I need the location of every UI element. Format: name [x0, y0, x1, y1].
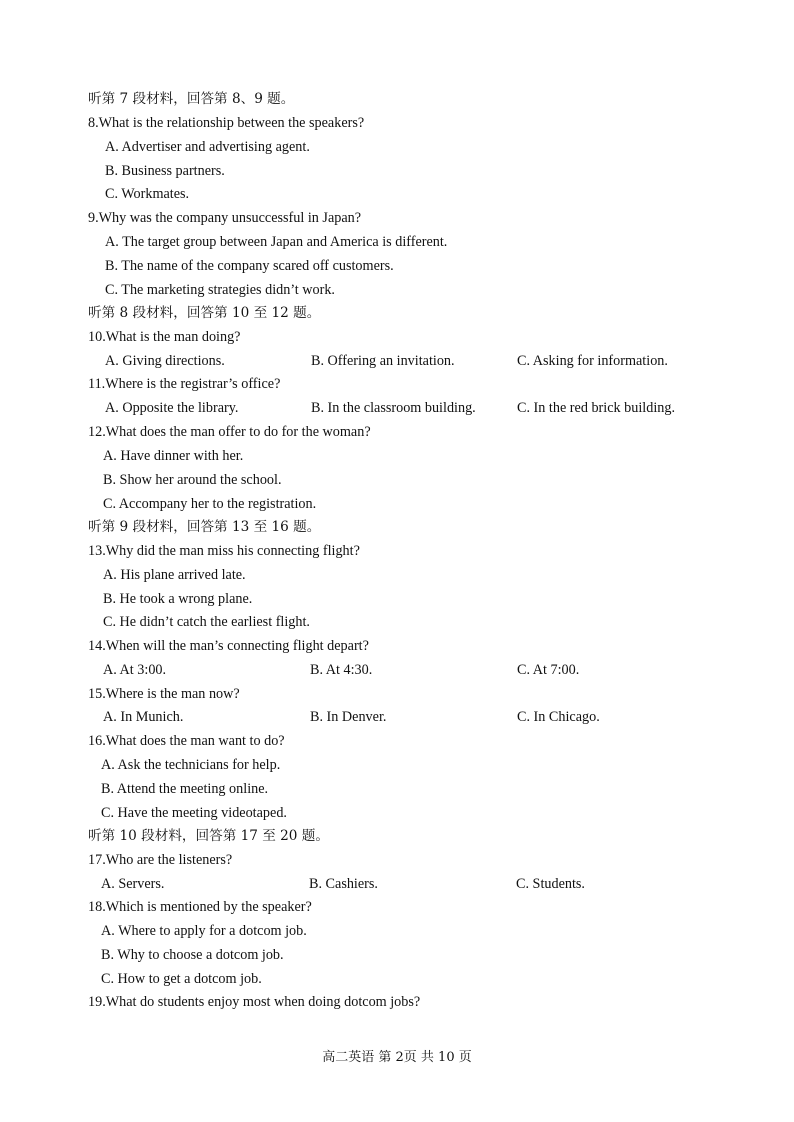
question-9-option-b: B. The name of the company scared off customers. — [105, 258, 394, 274]
question-8-option-b: B. Business partners. — [105, 163, 225, 179]
question-14-option-b: B. At 4:30. — [310, 662, 373, 678]
question-9-option-c: C. The marketing strategies didn’t work. — [105, 282, 335, 298]
question-14-option-c: C. At 7:00. — [517, 662, 580, 678]
section-10-instruction: 听第 10 段材料，回答第 17 至 20 题。 — [88, 828, 329, 844]
question-12-option-b: B. Show her around the school. — [103, 472, 282, 488]
question-11-stem: 11.Where is the registrar’s office? — [88, 376, 281, 392]
section-7-instruction: 听第 7 段材料，回答第 8、9 题。 — [88, 91, 295, 107]
question-13-stem: 13.Why did the man miss his connecting flight? — [88, 543, 360, 559]
question-15-option-c: C. In Chicago. — [517, 709, 600, 725]
question-11-option-a: A. Opposite the library. — [105, 400, 239, 416]
question-14-options — [0, 660, 794, 680]
question-17-option-b: B. Cashiers. — [309, 876, 378, 892]
question-16-option-b: B. Attend the meeting online. — [101, 781, 269, 797]
section-8-instruction: 听第 8 段材料，回答第 10 至 12 题。 — [88, 305, 321, 321]
question-17-options — [0, 874, 794, 894]
question-12-option-a: A. Have dinner with her. — [103, 448, 244, 464]
question-13-option-c: C. He didn’t catch the earliest flight. — [103, 614, 310, 630]
question-15-option-b: B. In Denver. — [310, 709, 387, 725]
question-12-stem: 12.What does the man offer to do for the woman? — [88, 424, 371, 440]
question-17-stem: 17.Who are the listeners? — [88, 852, 233, 868]
question-10-option-a: A. Giving directions. — [105, 353, 225, 369]
question-18-option-a: A. Where to apply for a dotcom job. — [101, 923, 307, 939]
question-10-stem: 10.What is the man doing? — [88, 329, 241, 345]
question-16-stem: 16.What does the man want to do? — [88, 733, 285, 749]
question-11-option-b: B. In the classroom building. — [311, 400, 476, 416]
question-18-option-b: B. Why to choose a dotcom job. — [101, 947, 284, 963]
question-16-option-a: A. Ask the technicians for help. — [101, 757, 281, 773]
question-13-option-a: A. His plane arrived late. — [103, 567, 246, 583]
question-9-stem: 9.Why was the company unsuccessful in Japan? — [88, 210, 362, 226]
question-19-stem: 19.What do students enjoy most when doing dotcom jobs? — [88, 994, 421, 1010]
question-15-options — [0, 707, 794, 727]
question-17-option-c: C. Students. — [516, 876, 585, 892]
question-8-stem: 8.What is the relationship between the speakers? — [88, 115, 365, 131]
question-15-option-a: A. In Munich. — [103, 709, 184, 725]
question-14-stem: 14.When will the man’s connecting flight depart? — [88, 638, 369, 654]
question-14-option-a: A. At 3:00. — [103, 662, 167, 678]
question-12-option-c: C. Accompany her to the registration. — [103, 496, 317, 512]
question-11-option-c: C. In the red brick building. — [517, 400, 676, 416]
question-11-options — [0, 398, 794, 418]
section-9-instruction: 听第 9 段材料，回答第 13 至 16 题。 — [88, 519, 321, 535]
page-footer: 高二英语 第 2页 共 10 页 — [322, 1050, 472, 1065]
question-13-option-b: B. He took a wrong plane. — [103, 591, 253, 607]
question-16-option-c: C. Have the meeting videotaped. — [101, 805, 287, 821]
question-18-option-c: C. How to get a dotcom job. — [101, 971, 262, 987]
question-10-option-b: B. Offering an invitation. — [311, 353, 455, 369]
question-15-stem: 15.Where is the man now? — [88, 686, 240, 702]
question-18-stem: 18.Which is mentioned by the speaker? — [88, 899, 312, 915]
question-9-option-a: A. The target group between Japan and America is different. — [105, 234, 448, 250]
question-17-option-a: A. Servers. — [101, 876, 165, 892]
question-10-option-c: C. Asking for information. — [517, 353, 668, 369]
question-8-option-a: A. Advertiser and advertising agent. — [105, 139, 310, 155]
question-8-option-c: C. Workmates. — [105, 186, 190, 202]
question-10-options — [0, 351, 794, 371]
